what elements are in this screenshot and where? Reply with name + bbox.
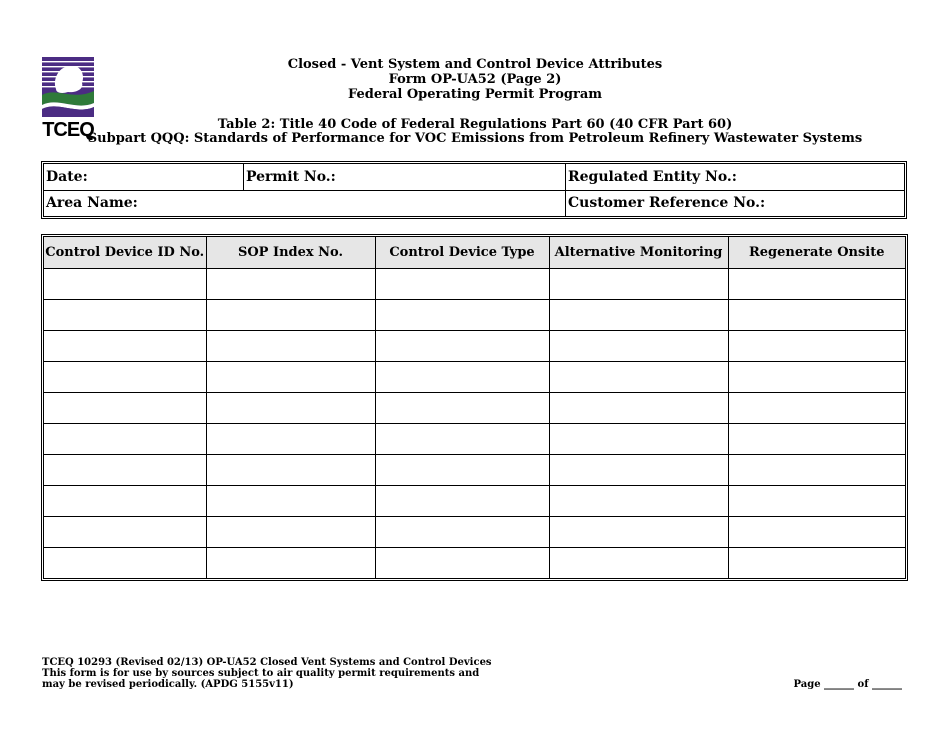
area-name-field[interactable] bbox=[44, 190, 566, 216]
table-cell[interactable] bbox=[44, 269, 206, 300]
table-cell[interactable] bbox=[375, 455, 549, 486]
table-cell[interactable] bbox=[549, 300, 728, 331]
table-cell[interactable] bbox=[549, 455, 728, 486]
table-cell[interactable] bbox=[549, 486, 728, 517]
footer-line-1: TCEQ 10293 (Revised 02/13) OP-UA52 Closed Vent Systems and Control Devices bbox=[42, 657, 492, 668]
info-row bbox=[44, 164, 904, 191]
column-header-regenerate-onsite: Regenerate Onsite bbox=[728, 237, 905, 269]
footer-line-2: This form is for use by sources subject to air quality permit requirements and bbox=[42, 668, 480, 679]
table-cell[interactable] bbox=[375, 424, 549, 455]
table-row bbox=[44, 362, 905, 393]
table-cell[interactable] bbox=[728, 269, 905, 300]
table-cell[interactable] bbox=[549, 517, 728, 548]
table-cell[interactable] bbox=[206, 486, 375, 517]
table-cell[interactable] bbox=[728, 424, 905, 455]
table-cell[interactable] bbox=[375, 300, 549, 331]
logo-text: TCEQ bbox=[42, 119, 94, 141]
table-cell[interactable] bbox=[206, 331, 375, 362]
subpart-title: Subpart QQQ: Standards of Performance for VOC Emissions from Petroleum Refinery Wastewater Systems bbox=[87, 131, 863, 146]
table-header-row bbox=[44, 237, 905, 269]
table-cell[interactable] bbox=[728, 486, 905, 517]
regulated-entity-field[interactable] bbox=[566, 164, 904, 190]
permit-number-field[interactable] bbox=[244, 164, 566, 190]
table-cell[interactable] bbox=[375, 331, 549, 362]
table-cell[interactable] bbox=[728, 300, 905, 331]
table-cell[interactable] bbox=[44, 517, 206, 548]
table-title: Table 2: Title 40 Code of Federal Regulations Part 60 (40 CFR Part 60) bbox=[217, 117, 733, 132]
area-name-label: Area Name: bbox=[46, 195, 138, 211]
table-cell[interactable] bbox=[375, 393, 549, 424]
form-title: Closed - Vent System and Control Device Attributes bbox=[287, 57, 663, 72]
table-cell[interactable] bbox=[549, 362, 728, 393]
table-row bbox=[44, 393, 905, 424]
table-cell[interactable] bbox=[44, 486, 206, 517]
info-row bbox=[44, 190, 904, 216]
table-cell[interactable] bbox=[728, 548, 905, 579]
table-cell[interactable] bbox=[375, 548, 549, 579]
table-row bbox=[44, 517, 905, 548]
table-cell[interactable] bbox=[206, 362, 375, 393]
table-row bbox=[44, 269, 905, 300]
table-row bbox=[44, 486, 905, 517]
table-cell[interactable] bbox=[728, 455, 905, 486]
table-cell[interactable] bbox=[375, 269, 549, 300]
table-cell[interactable] bbox=[728, 362, 905, 393]
table-cell[interactable] bbox=[206, 455, 375, 486]
form-number: Form OP-UA52 (Page 2) bbox=[388, 72, 562, 87]
footer-line-3: may be revised periodically. (APDG 5155v11) bbox=[42, 679, 294, 690]
table-cell[interactable] bbox=[206, 269, 375, 300]
table-cell[interactable] bbox=[206, 424, 375, 455]
permit-number-label: Permit No.: bbox=[246, 169, 336, 185]
table-cell[interactable] bbox=[44, 548, 206, 579]
table-cell[interactable] bbox=[728, 393, 905, 424]
control-device-table bbox=[41, 234, 908, 581]
table-cell[interactable] bbox=[44, 393, 206, 424]
table-cell[interactable] bbox=[728, 331, 905, 362]
table-row bbox=[44, 548, 905, 579]
table-cell[interactable] bbox=[44, 331, 206, 362]
table-cell[interactable] bbox=[206, 548, 375, 579]
table-cell[interactable] bbox=[549, 269, 728, 300]
table-cell[interactable] bbox=[206, 300, 375, 331]
date-label: Date: bbox=[46, 169, 88, 185]
table-cell[interactable] bbox=[44, 424, 206, 455]
table-cell[interactable] bbox=[549, 331, 728, 362]
program-name: Federal Operating Permit Program bbox=[347, 87, 603, 102]
column-header-control-device-id: Control Device ID No. bbox=[44, 237, 206, 269]
customer-reference-label: Customer Reference No.: bbox=[568, 195, 766, 211]
identification-box bbox=[41, 161, 907, 219]
table-cell[interactable] bbox=[375, 362, 549, 393]
table-row bbox=[44, 300, 905, 331]
table-cell[interactable] bbox=[375, 486, 549, 517]
regulated-entity-label: Regulated Entity No.: bbox=[568, 169, 737, 185]
table-cell[interactable] bbox=[206, 393, 375, 424]
customer-reference-field[interactable] bbox=[566, 190, 904, 216]
table-cell[interactable] bbox=[549, 393, 728, 424]
date-field[interactable] bbox=[44, 164, 244, 190]
table-cell[interactable] bbox=[728, 517, 905, 548]
table-cell[interactable] bbox=[549, 424, 728, 455]
form-footer bbox=[42, 657, 492, 690]
column-header-control-device-type: Control Device Type bbox=[375, 237, 549, 269]
table-cell[interactable] bbox=[549, 548, 728, 579]
table-cell[interactable] bbox=[375, 517, 549, 548]
table-row bbox=[44, 455, 905, 486]
table-cell[interactable] bbox=[206, 517, 375, 548]
data-table bbox=[44, 237, 905, 578]
table-cell[interactable] bbox=[44, 362, 206, 393]
table-row bbox=[44, 424, 905, 455]
column-header-sop-index: SOP Index No. bbox=[206, 237, 375, 269]
table-row bbox=[44, 331, 905, 362]
table-cell[interactable] bbox=[44, 455, 206, 486]
table-cell[interactable] bbox=[44, 300, 206, 331]
column-header-alternative-monitoring: Alternative Monitoring bbox=[549, 237, 728, 269]
page-number: Page ______ of ______ bbox=[793, 679, 902, 690]
